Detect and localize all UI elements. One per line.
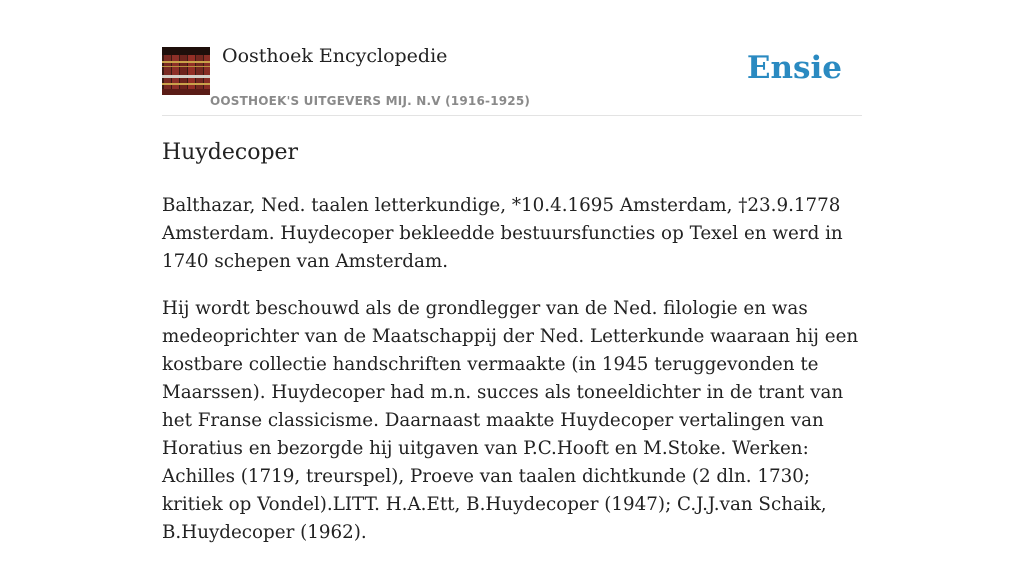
ensie-logo[interactable]: Ensie — [746, 50, 842, 86]
source-title[interactable]: Oosthoek Encyclopedie — [222, 45, 448, 67]
article-body — [162, 192, 864, 566]
publisher-label: OOSTHOEK'S UITGEVERS MIJ. N.V (1916-1925) — [210, 94, 531, 108]
header-divider — [162, 115, 862, 116]
article-title: Huydecoper — [162, 140, 299, 165]
encyclopedia-books-icon[interactable] — [162, 47, 210, 95]
article-paragraph: Balthazar, Ned. taalen letterkundige, *10.4.1695 Amsterdam, †23.9.1778 Amsterdam. Huydecoper bekleedde bestuursfuncties op Texel en werd in 1740 schepen van Amsterdam. — [162, 195, 843, 272]
article-paragraph: Hij wordt beschouwd als de grondlegger van de Ned. filologie en was medeoprichter van de Maatschappij der Ned. Letterkunde waaraan hij een kostbare collectie handschriften vermaakte (in 1945 teruggevonden te Maarssen). Huydecoper had m.n. succes als toneeldichter in de trant van het Franse classicisme. Daarnaast maakte Huydecoper vertalingen van Horatius en bezorgde hij uitgaven van P.C.Hooft en M.Stoke. Werken: Achilles (1719, treurspel), Proeve van taalen dichtkunde (2 dln. 1730; kritiek op Vondel).LITT. H.A.Ett, B.Huydecoper (1947); C.J.J.van Schaik, B.Huydecoper (1962). — [162, 298, 859, 543]
